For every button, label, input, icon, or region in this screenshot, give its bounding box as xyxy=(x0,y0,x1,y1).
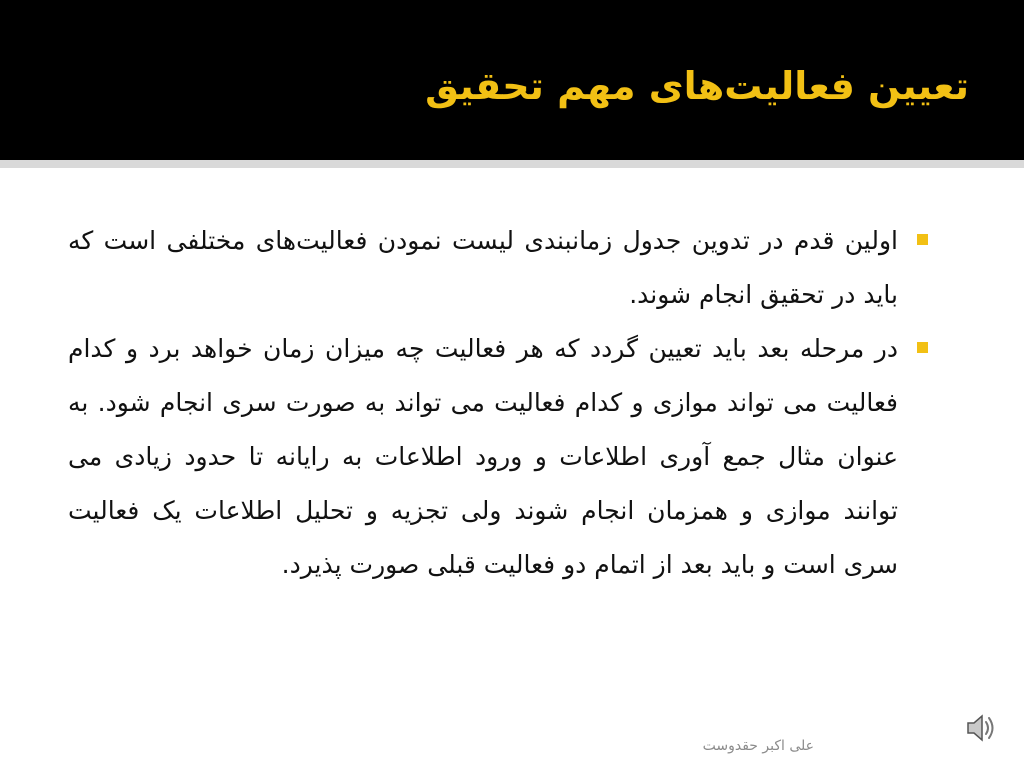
slide-title: تعیین فعالیت‌های مهم تحقیق xyxy=(425,64,969,108)
speaker-icon-graphic xyxy=(962,710,998,746)
title-divider xyxy=(0,160,1024,168)
slide-footer: علی اکبر حقدوست xyxy=(702,738,814,754)
square-bullet-icon xyxy=(917,234,928,245)
bullet-item xyxy=(68,322,928,592)
title-band xyxy=(0,0,1024,160)
bullet-text: در مرحله بعد باید تعیین گردد که هر فعالیت چه میزان زمان خواهد برد و کدام فعالیت می تواند موازی و کدام فعالیت می تواند به صورت سری انجام شود. به عنوان مثال جمع آوری اطلاعات و ورود اطلاعات به رایانه تا حدود زیادی می توانند موازی و همزمان انجام شوند ولی تجزیه و تحلیل اطلاعات یک فعالیت سری است و باید بعد از اتمام دو فعالیت قبلی صورت پذیرد. xyxy=(68,334,898,579)
bullet-item xyxy=(68,214,928,322)
bullet-list xyxy=(68,214,928,592)
square-bullet-icon xyxy=(917,342,928,353)
slide-content xyxy=(0,168,1024,768)
speaker-icon[interactable] xyxy=(962,710,998,746)
bullet-text: اولین قدم در تدوین جدول زمانبندی لیست نمودن فعالیت‌های مختلفی است که باید در تحقیق انجام شوند. xyxy=(68,226,898,309)
